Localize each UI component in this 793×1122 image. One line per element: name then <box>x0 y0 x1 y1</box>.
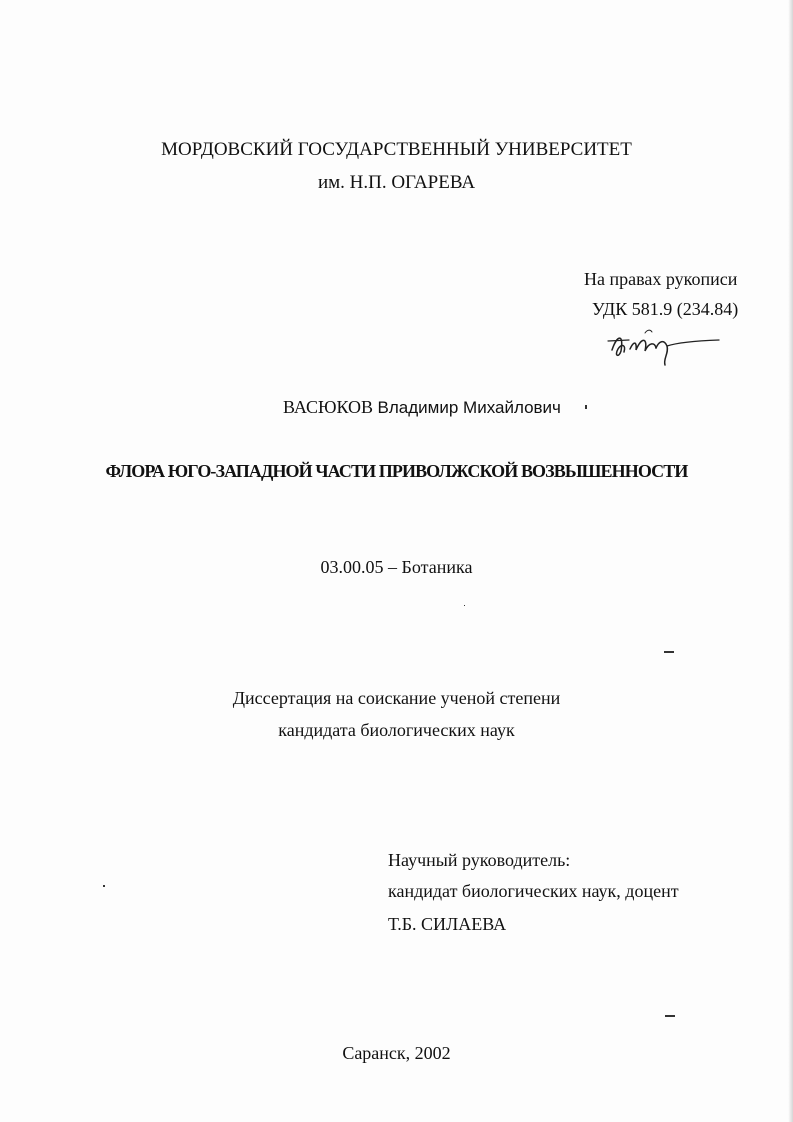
udc-code: УДК 581.9 (234.84) <box>592 299 739 319</box>
scan-speck <box>464 605 465 606</box>
degree-statement-line-1: Диссертация на соискание ученой степени <box>232 688 561 708</box>
scan-speck <box>103 885 105 887</box>
scan-edge-shadow <box>788 0 793 1122</box>
manuscript-rights-note: На правах рукописи <box>584 269 738 289</box>
city-year: Саранск, 2002 <box>342 1043 451 1063</box>
author-given-names: Владимир Михайлович <box>377 398 561 417</box>
author-name <box>283 396 561 419</box>
supervisor-label: Научный руководитель: <box>388 850 571 870</box>
specialty-code: 03.00.05 – Ботаника <box>320 557 473 577</box>
supervisor-degree: кандидат биологических наук, доцент <box>388 881 679 901</box>
handwritten-signature <box>606 321 722 367</box>
scan-speck <box>585 405 587 409</box>
author-surname: ВАСЮКОВ <box>283 397 374 417</box>
scan-speck <box>664 651 674 653</box>
scan-speck <box>665 1015 675 1017</box>
degree-statement-line-2: кандидата биологических наук <box>278 720 515 740</box>
university-named-after: им. Н.П. ОГАРЕВА <box>317 172 476 193</box>
university-name: МОРДОВСКИЙ ГОСУДАРСТВЕННЫЙ УНИВЕРСИТЕТ <box>161 139 632 160</box>
supervisor-name: Т.Б. СИЛАЕВА <box>388 914 507 934</box>
dissertation-title: ФЛОРА ЮГО-ЗАПАДНОЙ ЧАСТИ ПРИВОЛЖСКОЙ ВОЗВЫШЕННОСТИ <box>105 461 688 481</box>
